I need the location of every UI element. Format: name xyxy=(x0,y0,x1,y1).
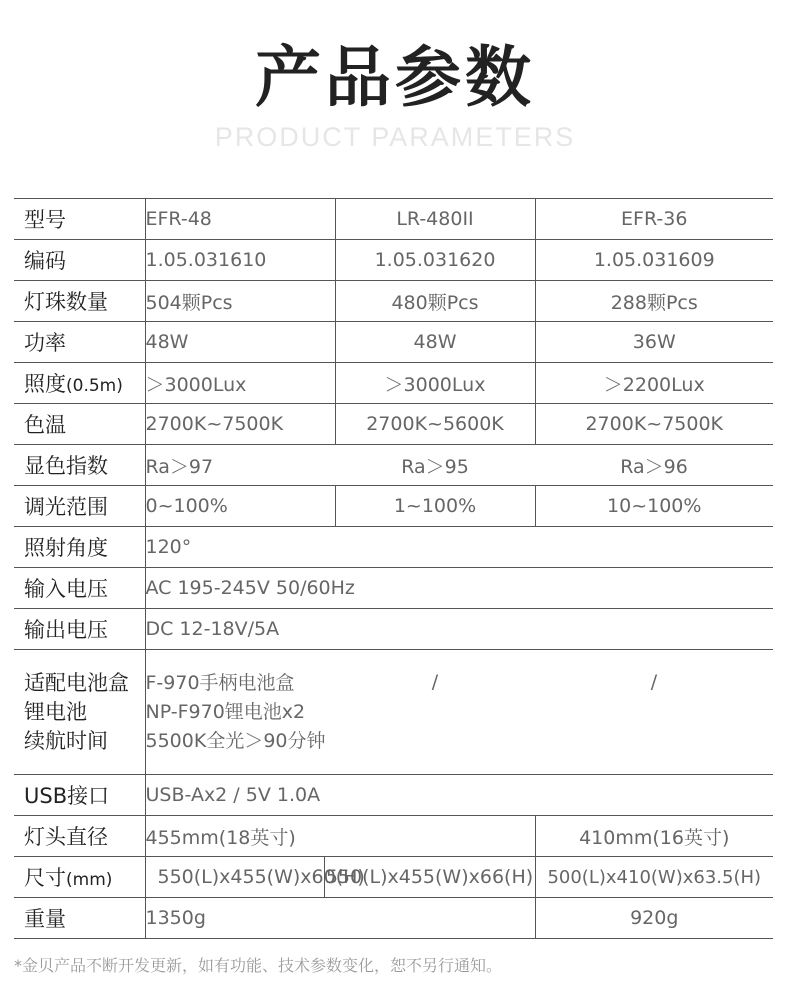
cell-all: 120° xyxy=(145,527,773,568)
cell-efr36: 10~100% xyxy=(535,486,773,527)
row-label: 照射角度 xyxy=(14,527,145,568)
cell-efr48: 550(L)x455(W)x60(H) xyxy=(145,857,324,898)
cell-all: USB-Ax2 / 5V 1.0A xyxy=(145,775,773,816)
table-row xyxy=(14,322,773,363)
spec-table xyxy=(14,198,773,939)
table-row xyxy=(14,898,773,939)
cell-efr48: EFR-48 xyxy=(145,199,335,240)
row-label: 功率 xyxy=(14,322,145,363)
cell-lr480: Ra＞95 xyxy=(335,445,535,486)
cell-efr36: 920g xyxy=(535,898,773,939)
row-label-line: 锂电池 xyxy=(24,699,87,724)
cell-lr480: 550(L)x455(W)x66(H) xyxy=(324,857,535,898)
page-title: 产品参数 xyxy=(255,39,535,116)
cell-efr48: Ra＞97 xyxy=(145,445,335,486)
row-label: 型号 xyxy=(14,199,145,240)
table-row xyxy=(14,363,773,404)
cell-efr36: Ra＞96 xyxy=(535,445,773,486)
table-row xyxy=(14,775,773,816)
cell-efr36: 500(L)x410(W)x63.5(H) xyxy=(535,857,773,898)
cell-lr480: 2700K~5600K xyxy=(335,404,535,445)
cell-efr48-lr480: 455mm(18英寸) xyxy=(145,816,535,857)
table-row xyxy=(14,568,773,609)
table-row xyxy=(14,404,773,445)
cell-efr48: ＞3000Lux xyxy=(145,363,335,404)
cell-efr36: / xyxy=(535,650,773,775)
cell-all: AC 195-245V 50/60Hz xyxy=(145,568,773,609)
row-label-text: 尺寸 xyxy=(24,866,66,890)
footnote: *金贝产品不断开发更新，如有功能、技术参数变化，恕不另行通知。 xyxy=(14,956,503,975)
cell-efr36: ＞2200Lux xyxy=(535,363,773,404)
cell-efr48-lr480: 1350g xyxy=(145,898,535,939)
row-label-line: 适配电池盒 xyxy=(24,670,129,695)
table-row xyxy=(14,486,773,527)
row-label-text: 照度 xyxy=(24,372,66,396)
cell-efr48 xyxy=(145,650,335,775)
cell-lr480: 1~100% xyxy=(335,486,535,527)
cell-efr48: 504颗Pcs xyxy=(145,281,335,322)
cell-efr48: 0~100% xyxy=(145,486,335,527)
table-row xyxy=(14,281,773,322)
row-label xyxy=(14,650,145,775)
cell-efr36: 410mm(16英寸) xyxy=(535,816,773,857)
cell-efr36: EFR-36 xyxy=(535,199,773,240)
row-label: 调光范围 xyxy=(14,486,145,527)
cell-lr480: LR-480II xyxy=(335,199,535,240)
row-label: 灯头直径 xyxy=(14,816,145,857)
cell-efr48: 2700K~7500K xyxy=(145,404,335,445)
cell-efr36: 36W xyxy=(535,322,773,363)
cell-lr480: ＞3000Lux xyxy=(335,363,535,404)
row-label: 输出电压 xyxy=(14,609,145,650)
table-row xyxy=(14,650,773,775)
cell-lr480: 480颗Pcs xyxy=(335,281,535,322)
row-label xyxy=(14,363,145,404)
cell-line: F-970手柄电池盒 xyxy=(145,671,295,694)
row-label: 编码 xyxy=(14,240,145,281)
row-label: USB接口 xyxy=(14,775,145,816)
table-row xyxy=(14,240,773,281)
cell-lr480: 48W xyxy=(335,322,535,363)
row-label-suffix: (0.5m) xyxy=(66,376,123,396)
row-label-suffix: (mm) xyxy=(66,870,113,890)
table-row xyxy=(14,199,773,240)
cell-line: 5500K全光＞90分钟 xyxy=(145,729,326,752)
row-label: 重量 xyxy=(14,898,145,939)
cell-all: DC 12-18V/5A xyxy=(145,609,773,650)
cell-lr480: / xyxy=(335,650,535,775)
row-label: 色温 xyxy=(14,404,145,445)
row-label-line: 续航时间 xyxy=(24,728,108,753)
cell-lr480: 1.05.031620 xyxy=(335,240,535,281)
cell-efr48: 1.05.031610 xyxy=(145,240,335,281)
table-row xyxy=(14,445,773,486)
cell-efr36: 2700K~7500K xyxy=(535,404,773,445)
row-label: 输入电压 xyxy=(14,568,145,609)
page-subtitle: PRODUCT PARAMETERS xyxy=(214,122,576,152)
row-label: 灯珠数量 xyxy=(14,281,145,322)
table-row xyxy=(14,527,773,568)
cell-efr48: 48W xyxy=(145,322,335,363)
cell-efr36: 288颗Pcs xyxy=(535,281,773,322)
table-row xyxy=(14,816,773,857)
table-row xyxy=(14,857,773,898)
cell-efr36: 1.05.031609 xyxy=(535,240,773,281)
cell-line: NP-F970锂电池x2 xyxy=(145,700,306,723)
table-row xyxy=(14,609,773,650)
row-label: 显色指数 xyxy=(14,445,145,486)
row-label xyxy=(14,857,145,898)
